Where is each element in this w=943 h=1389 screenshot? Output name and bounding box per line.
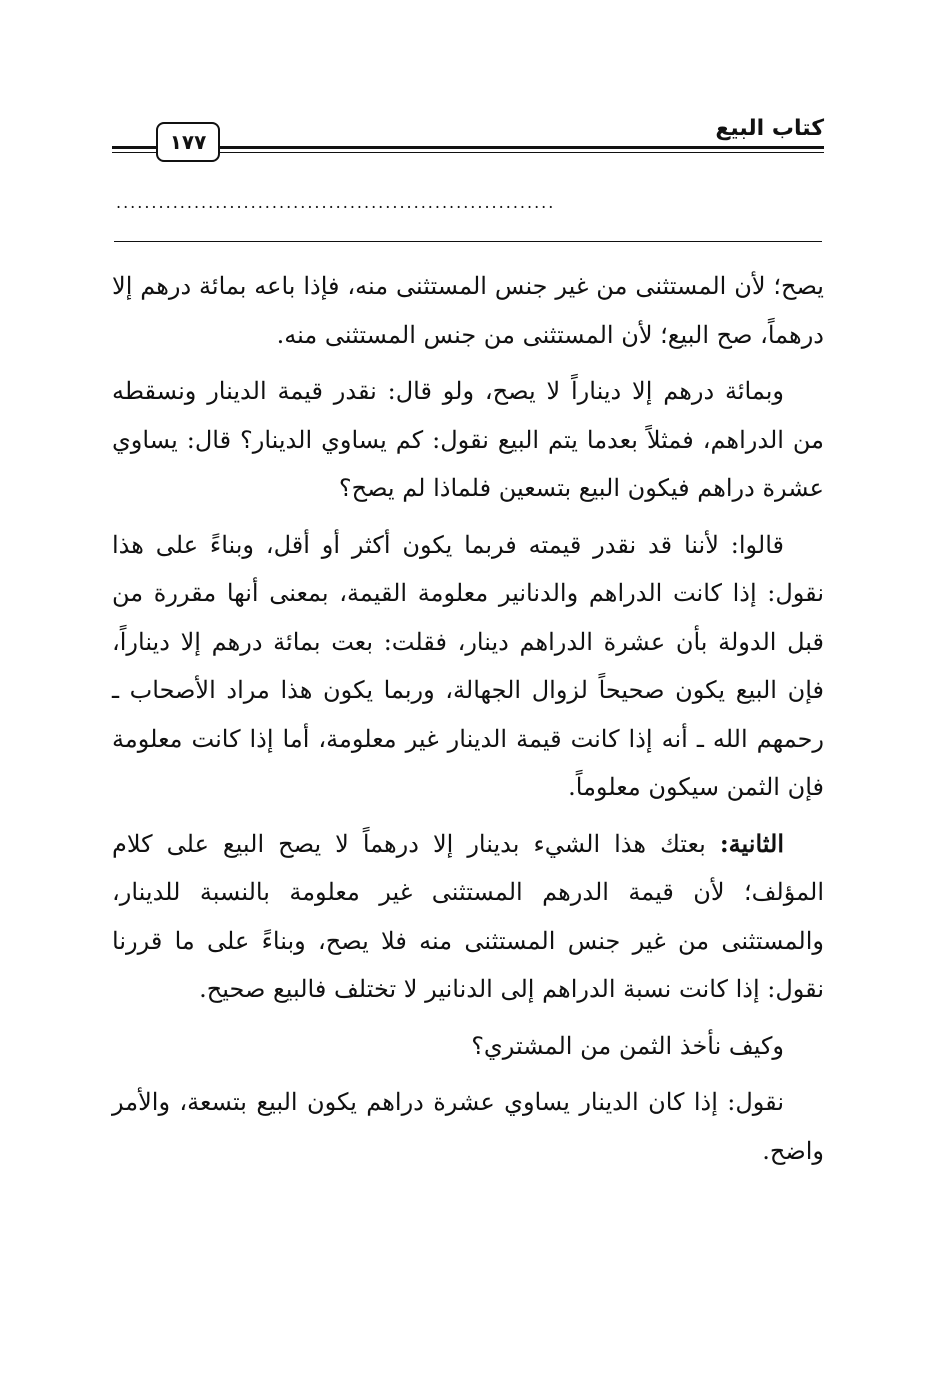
paragraph-4-text: بعتك هذا الشيء بدينار إلا درهماً لا يصح البيع على كلام المؤلف؛ لأن قيمة الدرهم المستثنى غير معلومة بالنسبة للدينار، والمستثنى من غير جنس المستثنى منه فلا يصح، وبناءً على ما قررنا نقول: إذا كانت نسبة الدراهم إلى الدنانير لا تختلف فالبيع صحيح. <box>112 829 824 1003</box>
paragraph-2-text: وبمائة درهم إلا ديناراً لا يصح، ولو قال: نقدر قيمة الدينار ونسقطه من الدراهم، فمثلاً بعدما يتم البيع نقول: كم يساوي الدينار؟ قال: يساوي عشرة دراهم فيكون البيع بتسعين فلماذا لم يصح؟ <box>112 377 824 502</box>
paragraph-3 <box>112 521 824 812</box>
separator-rule <box>114 241 822 242</box>
page-number: ١٧٧ <box>156 122 220 162</box>
paragraph-4-lead: الثانية: <box>719 828 784 858</box>
paragraph-1-text: يصح؛ لأن المستثنى من غير جنس المستثنى منه، فإذا باعه بمائة درهم إلا درهماً، صح البيع؛ لأن المستثنى من جنس المستثنى منه. <box>112 272 824 349</box>
paragraph-6 <box>112 1078 824 1175</box>
paragraph-5-text: وكيف نأخذ الثمن من المشتري؟ <box>471 1031 784 1060</box>
paragraph-6-text: نقول: إذا كان الدينار يساوي عشرة دراهم يكون البيع بتسعة، والأمر واضح. <box>112 1088 824 1165</box>
body-text <box>112 262 824 1175</box>
paragraph-5 <box>112 1022 824 1071</box>
paragraph-2 <box>112 367 824 513</box>
book-title: كتاب البيع <box>715 116 824 141</box>
paragraph-3-text: قالوا: لأننا قد نقدر قيمته فربما يكون أكثر أو أقل، وبناءً على هذا نقول: إذا كانت الدراهم والدنانير معلومة القيمة، بمعنى أنها مقررة من قبل الدولة بأن عشرة الدراهم دينار، فقلت: بعت بمائة درهم إلا ديناراً، فإن البيع يكون صحيحاً لزوال الجهالة، وربما يكون هذا مراد الأصحاب ـ رحمهم الله ـ أنه إذا كانت قيمة الدينار غير معلومة، أما إذا كانت معلومة فإن الثمن سيكون معلوماً. <box>112 530 824 801</box>
header-rule-left <box>112 146 156 149</box>
paragraph-4 <box>112 820 824 1014</box>
dotted-separator: .............................................................. <box>116 196 556 210</box>
header-rule-right <box>220 146 824 149</box>
paragraph-1 <box>112 262 824 359</box>
page-header <box>112 116 824 164</box>
